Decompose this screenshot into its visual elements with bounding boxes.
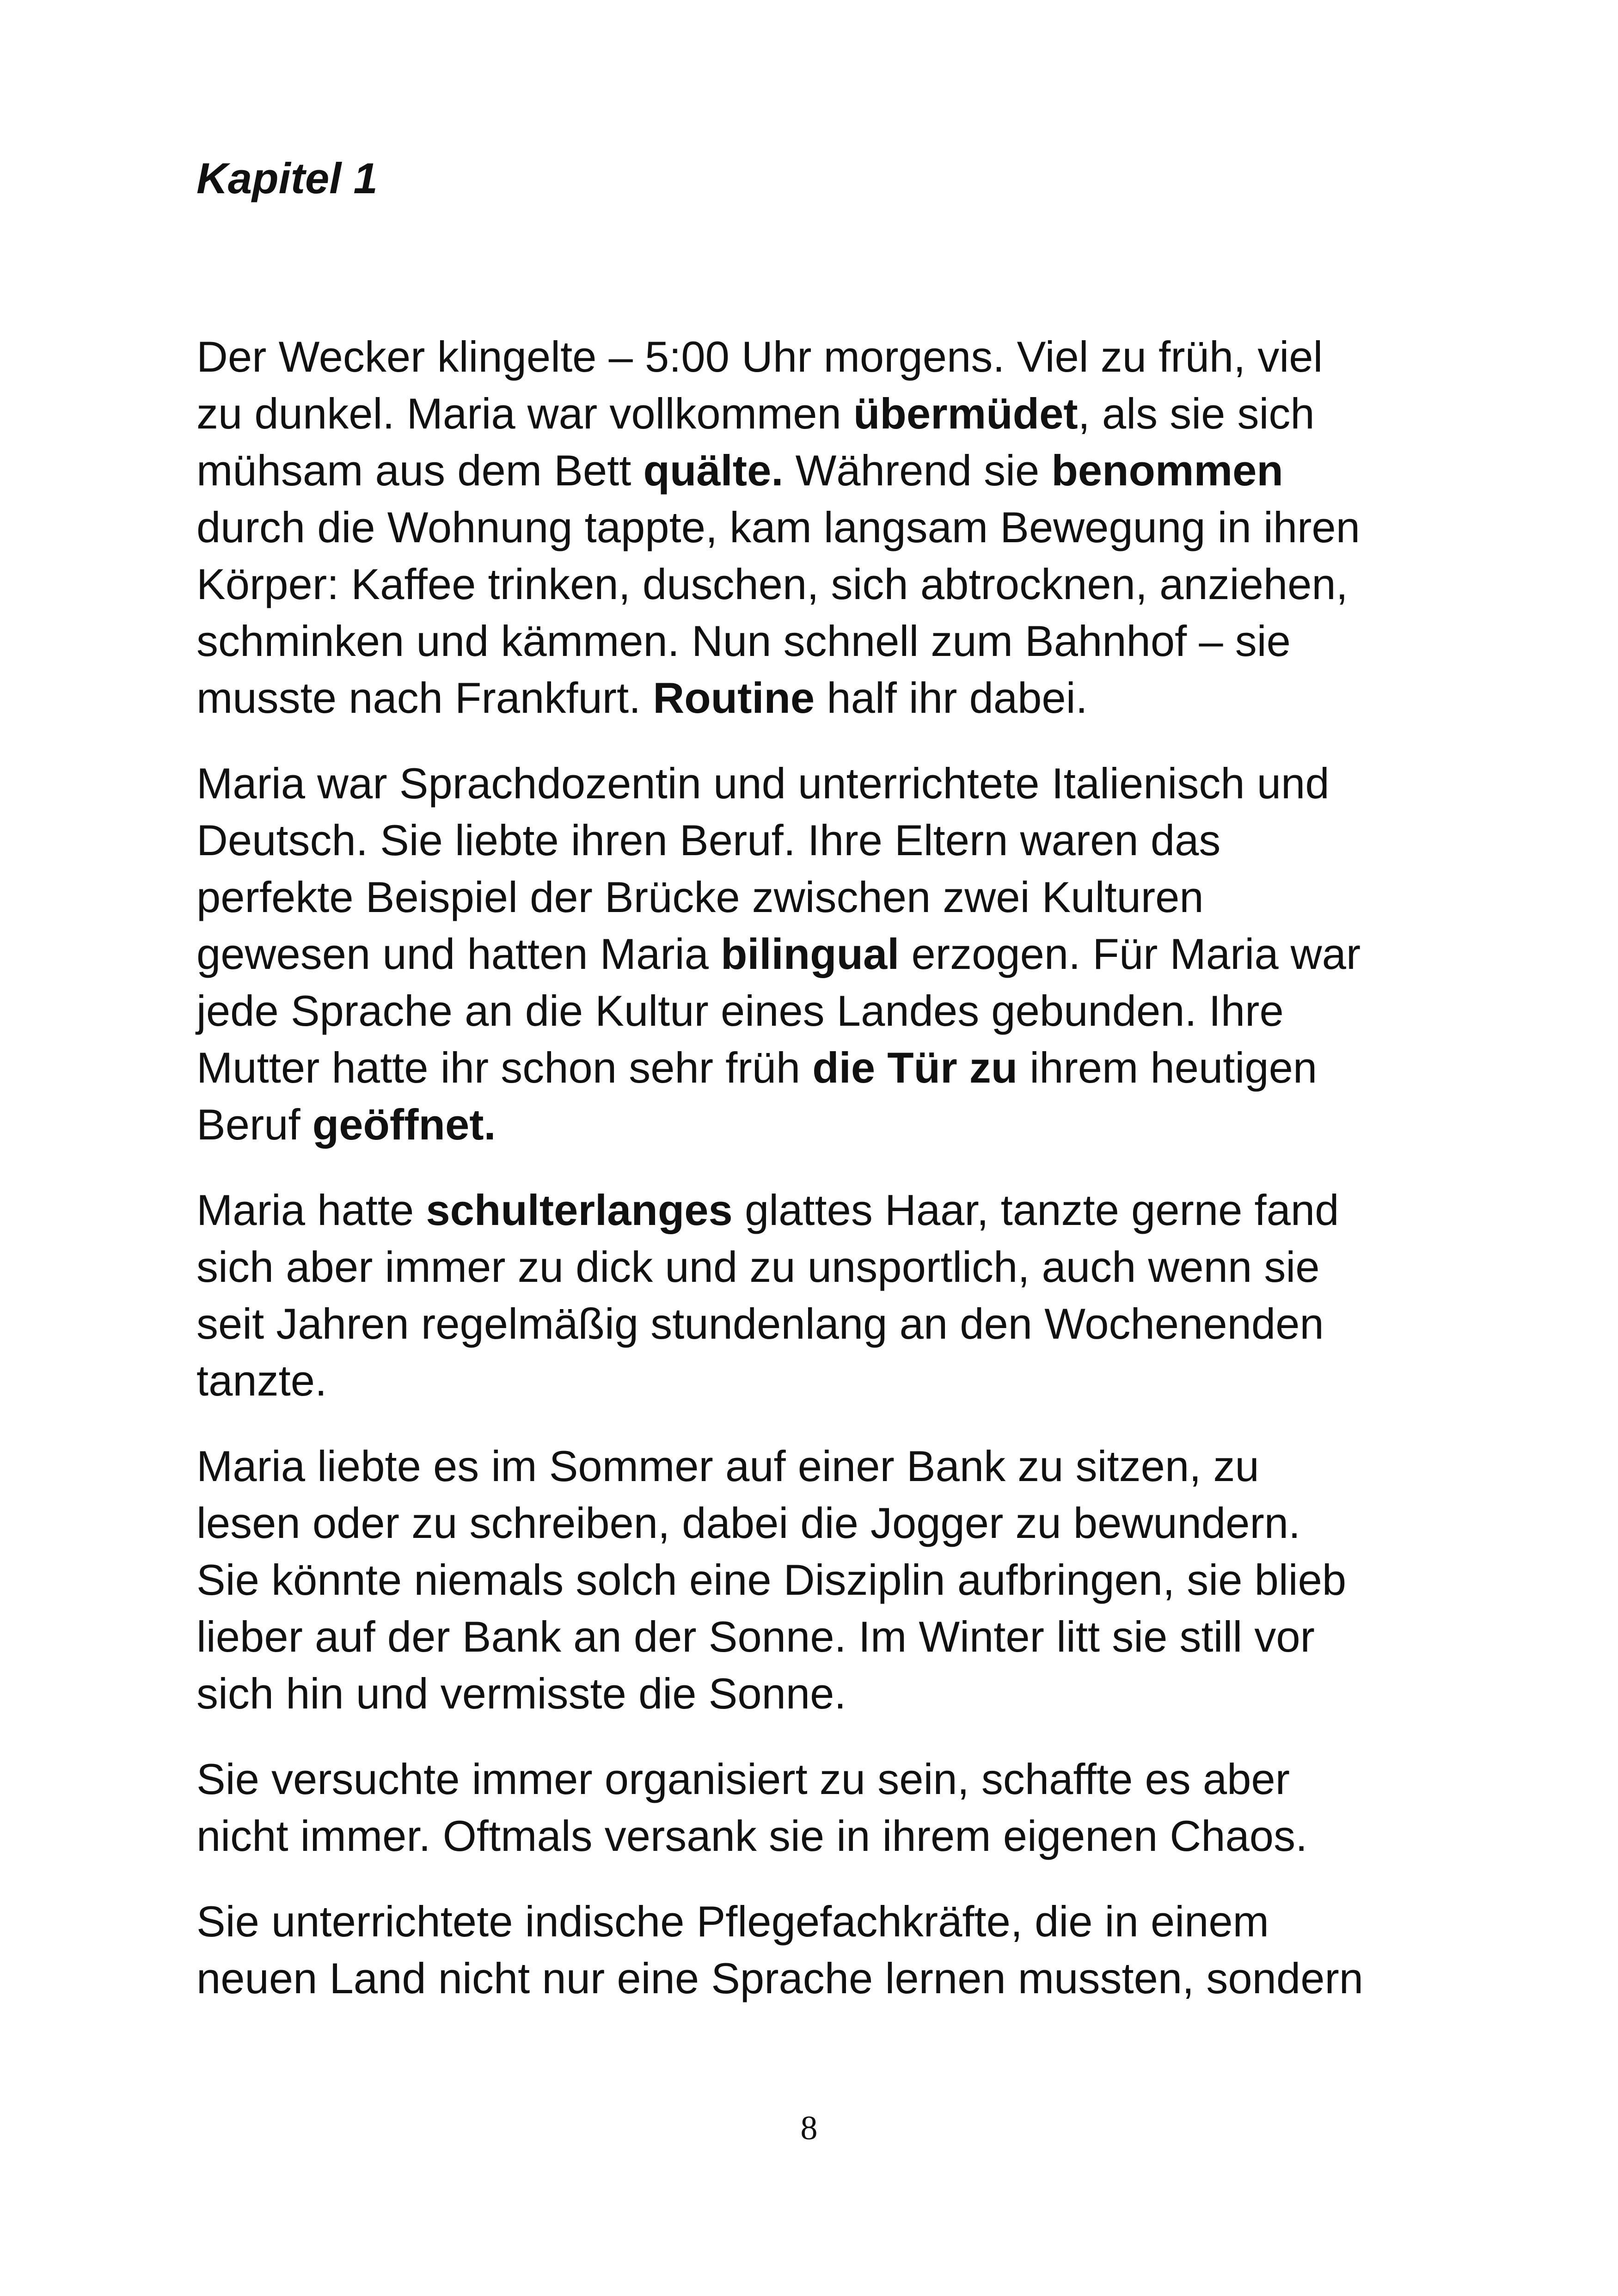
text-run: Deutsch. Sie liebte ihren Beruf. Ihre Eltern waren das bbox=[196, 816, 1221, 864]
text-line bbox=[196, 1551, 1445, 1608]
text-run: neuen Land nicht nur eine Sprache lernen mussten, sondern bbox=[196, 1954, 1364, 2002]
text-line bbox=[196, 1182, 1445, 1238]
text-line bbox=[196, 1751, 1445, 1807]
paragraph bbox=[196, 1438, 1445, 1722]
bold-term: benommen bbox=[1051, 446, 1283, 495]
text-run: sich aber immer zu dick und zu unsportlich, auch wenn sie bbox=[196, 1243, 1320, 1291]
text-line bbox=[196, 499, 1445, 556]
text-line bbox=[196, 442, 1445, 499]
text-line bbox=[196, 1608, 1445, 1665]
text-line bbox=[196, 869, 1445, 925]
body-text bbox=[196, 328, 1445, 2035]
bold-term: quälte. bbox=[643, 446, 784, 495]
text-run: Maria hatte bbox=[196, 1186, 426, 1234]
text-line bbox=[196, 1438, 1445, 1494]
text-run: schminken und kämmen. Nun schnell zum Bahnhof – sie bbox=[196, 617, 1291, 665]
text-line bbox=[196, 812, 1445, 869]
text-line bbox=[196, 1950, 1445, 2007]
text-line bbox=[196, 1893, 1445, 1950]
text-line bbox=[196, 1096, 1445, 1153]
text-run: glattes Haar, tanzte gerne fand bbox=[732, 1186, 1339, 1234]
text-run: Sie versuchte immer organisiert zu sein, schaffte es aber bbox=[196, 1755, 1290, 1803]
chapter-title: Kapitel 1 bbox=[196, 154, 378, 202]
paragraph bbox=[196, 1751, 1445, 1864]
text-line bbox=[196, 982, 1445, 1039]
text-run: Sie könnte niemals solch eine Disziplin aufbringen, sie blieb bbox=[196, 1555, 1347, 1604]
text-line bbox=[196, 612, 1445, 669]
text-run: ihrem heutigen bbox=[1017, 1043, 1318, 1092]
text-run: Sie unterrichtete indische Pflegefachkräfte, die in einem bbox=[196, 1897, 1269, 1946]
text-run: Maria liebte es im Sommer auf einer Bank zu sitzen, zu bbox=[196, 1442, 1259, 1490]
text-line bbox=[196, 755, 1445, 812]
paragraph bbox=[196, 1893, 1445, 2007]
text-run: Maria war Sprachdozentin und unterrichtete Italienisch und bbox=[196, 759, 1330, 808]
text-line bbox=[196, 925, 1445, 982]
text-run: nicht immer. Oftmals versank sie in ihrem eigenen Chaos. bbox=[196, 1812, 1308, 1860]
bold-term: Routine bbox=[653, 673, 815, 722]
bold-term: geöffnet. bbox=[312, 1100, 496, 1149]
paragraph bbox=[196, 755, 1445, 1153]
text-run: musste nach Frankfurt. bbox=[196, 673, 653, 722]
text-line bbox=[196, 1494, 1445, 1551]
text-run: Während sie bbox=[783, 446, 1052, 495]
text-run: erzogen. Für Maria war bbox=[899, 930, 1361, 978]
text-run: zu dunkel. Maria war vollkommen bbox=[196, 389, 853, 438]
text-line bbox=[196, 1807, 1445, 1864]
bold-term: bilingual bbox=[720, 930, 900, 978]
text-line bbox=[196, 385, 1445, 442]
text-run: half ihr dabei. bbox=[815, 673, 1088, 722]
text-run: Körper: Kaffee trinken, duschen, sich abtrocknen, anziehen, bbox=[196, 560, 1348, 608]
page-number: 8 bbox=[800, 2109, 818, 2147]
text-line bbox=[196, 1238, 1445, 1295]
text-run: sich hin und vermisste die Sonne. bbox=[196, 1669, 846, 1718]
text-line bbox=[196, 1295, 1445, 1352]
text-run: , als sie sich bbox=[1078, 389, 1315, 438]
paragraph bbox=[196, 1182, 1445, 1409]
text-line bbox=[196, 1352, 1445, 1409]
text-run: gewesen und hatten Maria bbox=[196, 930, 721, 978]
text-line bbox=[196, 328, 1445, 385]
text-run: tanzte. bbox=[196, 1356, 327, 1405]
text-line bbox=[196, 556, 1445, 612]
text-run: durch die Wohnung tappte, kam langsam Bewegung in ihren bbox=[196, 503, 1360, 551]
paragraph bbox=[196, 328, 1445, 726]
text-run: perfekte Beispiel der Brücke zwischen zwei Kulturen bbox=[196, 873, 1204, 921]
text-line bbox=[196, 1665, 1445, 1722]
bold-term: übermüdet bbox=[853, 389, 1078, 438]
text-run: mühsam aus dem Bett bbox=[196, 446, 644, 495]
text-line bbox=[196, 669, 1445, 726]
text-run: Der Wecker klingelte – 5:00 Uhr morgens. Viel zu früh, viel bbox=[196, 332, 1323, 381]
text-run: lesen oder zu schreiben, dabei die Jogger zu bewundern. bbox=[196, 1499, 1301, 1547]
text-run: jede Sprache an die Kultur eines Landes gebunden. Ihre bbox=[196, 986, 1284, 1035]
bold-term: schulterlanges bbox=[426, 1186, 733, 1234]
text-run: seit Jahren regelmäßig stundenlang an den Wochenenden bbox=[196, 1299, 1324, 1348]
text-run: lieber auf der Bank an der Sonne. Im Winter litt sie still vor bbox=[196, 1612, 1315, 1661]
text-run: Mutter hatte ihr schon sehr früh bbox=[196, 1043, 813, 1092]
text-run: Beruf bbox=[196, 1100, 313, 1149]
bold-term: die Tür zu bbox=[812, 1043, 1018, 1092]
text-line bbox=[196, 1039, 1445, 1096]
